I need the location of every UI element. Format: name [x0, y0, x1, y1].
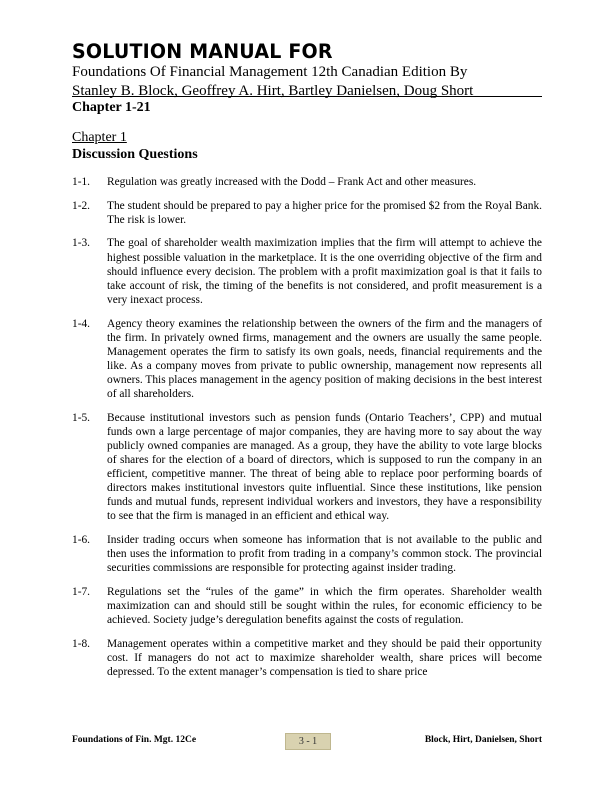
question-item: [72, 175, 542, 189]
document-title: SOLUTION MANUAL FOR: [72, 40, 333, 64]
footer-authors: Block, Hirt, Danielsen, Short: [424, 735, 542, 745]
question-item: [72, 236, 542, 306]
page-number-badge: 3 - 1: [285, 733, 331, 750]
question-number: 1-4.: [72, 317, 91, 330]
question-text: Regulations set the “rules of the game” in which the firm operates. Shareholder wealth maximization can and should still be sought within the rules, for economic efficiency to be achieved. Society judge’s deregulation benefits against the costs of regulation.: [107, 585, 542, 627]
question-item: [72, 411, 542, 524]
page-footer: [72, 733, 542, 751]
question-number: 1-1.: [72, 176, 91, 188]
question-item: [72, 199, 542, 227]
question-item: [72, 317, 542, 402]
question-item: [72, 637, 542, 679]
question-number: 1-3.: [72, 237, 91, 250]
section-heading: Discussion Questions: [72, 147, 198, 162]
question-text: Management operates within a competitive market and they should be paid their opportunity cost. If managers do not act to maximize shareholder wealth, share prices will become depressed. To the extent manager’s compensation is tied to share price: [107, 637, 542, 678]
subtitle-line-2: Stanley B. Block, Geoffrey A. Hirt, Bartley Danielsen, Doug Short: [72, 83, 474, 99]
question-number: 1-6.: [72, 534, 91, 547]
question-number: 1-8.: [72, 637, 91, 650]
question-text: Regulation was greatly increased with the Dodd – Frank Act and other measures.: [107, 176, 477, 188]
question-text: The student should be prepared to pay a higher price for the promised $2 from the Royal Bank. The risk is lower.: [107, 199, 542, 226]
chapter-range: Chapter 1-21: [72, 100, 151, 115]
question-item: [72, 533, 542, 575]
footer-book-title: Foundations of Fin. Mgt. 12Ce: [72, 735, 197, 745]
question-text: The goal of shareholder wealth maximization implies that the firm will attempt to achieve the highest possible valuation in the marketplace. It is the one overriding objective of the firm and should influence every decision. The problem with a profit maximization goal is that it fails to take account of risk, the timing of the benefits is not considered, and profit measurement is a very inexact process.: [107, 237, 542, 306]
header-divider: [72, 96, 542, 97]
question-text: Insider trading occurs when someone has information that is not available to the public and then uses the information to profit from trading in a company’s common stock. The provincial securities commissions are responsible for protecting against insider trading.: [107, 534, 542, 575]
document-header: [72, 40, 542, 100]
question-number: 1-5.: [72, 411, 91, 424]
question-number: 1-2.: [72, 199, 91, 212]
subtitle-line-1: Foundations Of Financial Management 12th Canadian Edition By: [72, 64, 468, 80]
question-text: Because institutional investors such as pension funds (Ontario Teachers’, CPP) and mutual funds own a large percentage of major companies, they are having more to say about the way publicly owned companies are managed. As a group, they have the ability to vote large blocks of shares for the election of a board of directors, which is supposed to run the company in an efficient, competitive manner. The threat of being able to replace poor performing boards of directors makes institutional investors quite influential. Since these institutions, like pension funds and mutual funds, represent individual workers and investors, they have a responsibility to see that the firm is managed in an efficient and ethical way.: [107, 411, 542, 523]
chapter-heading: Chapter 1: [72, 130, 127, 145]
question-item: [72, 585, 542, 627]
question-number: 1-7.: [72, 585, 91, 598]
question-text: Agency theory examines the relationship between the owners of the firm and the managers of the firm. In privately owned firms, management and the owners are usually the same people. Management operates the firm to satisfy its own goals, needs, financial requirements and the like. As a company moves from private to public ownership, management now represents all owners. This places management in the agency position of making decisions in the best interest of all shareholders.: [107, 317, 542, 400]
questions-list: [72, 175, 542, 689]
